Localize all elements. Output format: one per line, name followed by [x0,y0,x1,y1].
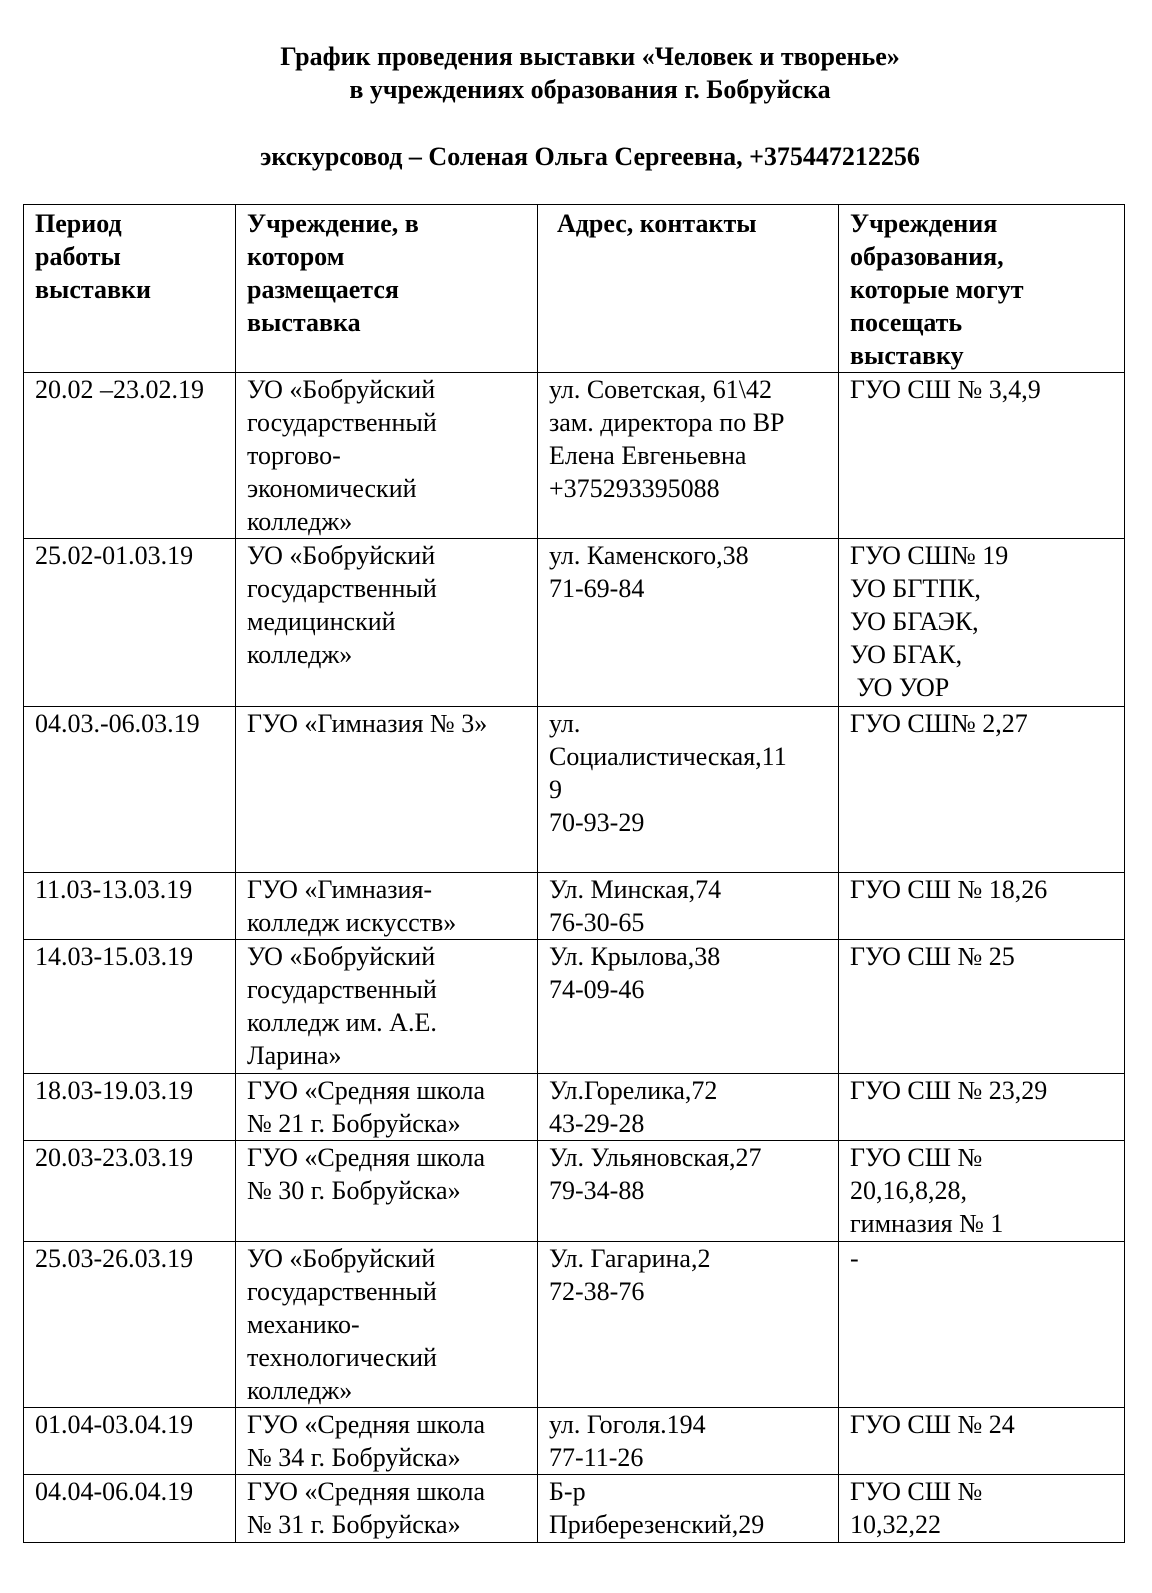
schools-cell [839,1475,1125,1543]
schools-cell [839,1408,1125,1475]
cell-text-line: 25.03-26.03.19 [35,1244,194,1273]
cell-text-line: ГУО «Средняя школа [247,1076,486,1105]
header-text-line: работы [35,242,121,271]
period-cell [24,1141,236,1242]
cell-text-line: УО БГАЭК, [850,607,979,636]
header-text-line: которые могут [850,275,1024,304]
period-cell [24,707,236,873]
cell-text-line: ГУО «Гимназия- [247,875,433,904]
address-cell [538,539,839,707]
cell-text-line: Ул. Гагарина,2 [549,1244,711,1273]
cell-text-line: Приберезенский,29 [549,1510,765,1539]
cell-text-line: ГУО СШ № [850,1477,983,1506]
header-text-line: размещается [247,275,399,304]
cell-text-line: ул. [549,709,581,738]
guide-contact-line: экскурсовод – Соленая Ольга Сергеевна, +375447212256 [260,142,920,171]
cell-text-line: УО БГАК, [850,640,963,669]
cell-text-line: 20.03-23.03.19 [35,1143,194,1172]
cell-text-line: 11.03-13.03.19 [35,875,193,904]
header-institution [236,205,538,373]
cell-text-line: ул. Каменского,38 [549,541,749,570]
header-text-line: выставки [35,275,151,304]
cell-text-line: государственный [247,975,437,1004]
header-period [24,205,236,373]
cell-text-line: колледж им. А.Е. [247,1008,437,1037]
cell-text-line: 20.02 –23.02.19 [35,375,204,404]
cell-text-line: - [850,1244,859,1273]
institution-cell [236,1242,538,1408]
cell-text-line: 79-34-88 [549,1176,645,1205]
institution-cell [236,1074,538,1141]
cell-text-line: УО УОР [850,673,950,702]
cell-text-line: ГУО СШ № 3,4,9 [850,375,1041,404]
cell-text-line: ГУО «Гимназия № 3» [247,709,488,738]
cell-text-line: ул. Гоголя.194 [549,1410,706,1439]
cell-text-line: ГУО СШ № 25 [850,942,1015,971]
cell-text-line: Елена Евгеньевна [549,441,747,470]
cell-text-line: 70-93-29 [549,808,645,837]
table-row [24,873,1125,940]
cell-text-line: ГУО «Средняя школа [247,1410,486,1439]
address-cell [538,1408,839,1475]
cell-text-line: Ул. Крылова,38 [549,942,721,971]
cell-text-line: 18.03-19.03.19 [35,1076,194,1105]
institution-cell [236,940,538,1074]
header-text-line: Учреждение, в [247,209,419,238]
table-row [24,707,1125,873]
cell-text-line: ГУО «Средняя школа [247,1477,486,1506]
schedule-table [23,204,1125,1543]
period-cell [24,539,236,707]
cell-text-line: Ул.Горелика,72 [549,1076,718,1105]
cell-text-line: Б-р [549,1477,586,1506]
cell-text-line: 72-38-76 [549,1277,645,1306]
institution-cell [236,539,538,707]
cell-text-line: ГУО СШ № 24 [850,1410,1015,1439]
table-row [24,1242,1125,1408]
cell-text-line: ГУО СШ№ 2,27 [850,709,1028,738]
header-text-line: Адрес, контакты [557,209,757,238]
cell-text-line: 43-29-28 [549,1109,645,1138]
table-row [24,1475,1125,1543]
cell-text-line: ул. Советская, 61\42 [549,375,773,404]
cell-text-line: колледж» [247,507,353,536]
cell-text-line: +375293395088 [549,474,720,503]
cell-text-line: 25.02-01.03.19 [35,541,194,570]
address-cell [538,940,839,1074]
cell-text-line: 14.03-15.03.19 [35,942,194,971]
address-cell [538,707,839,873]
cell-text-line: экономический [247,474,417,503]
institution-cell [236,1141,538,1242]
document-title-line-2: в учреждениях образования г. Бобруйска [349,75,831,104]
schools-cell [839,1074,1125,1141]
header-row [24,205,1125,373]
period-cell [24,1475,236,1543]
cell-text-line: Ларина» [247,1041,342,1070]
schedule-table-header [24,205,1125,373]
cell-text-line: ГУО СШ № [850,1143,983,1172]
cell-text-line: торгово- [247,441,341,470]
period-cell [24,373,236,539]
schools-cell [839,940,1125,1074]
table-row [24,373,1125,539]
cell-text-line: № 30 г. Бобруйска» [247,1176,461,1205]
cell-text-line: № 31 г. Бобруйска» [247,1510,461,1539]
schools-cell [839,1141,1125,1242]
cell-text-line: 01.04-03.04.19 [35,1410,194,1439]
institution-cell [236,707,538,873]
cell-text-line: медицинский [247,607,396,636]
address-cell [538,1242,839,1408]
cell-text-line: Социалистическая,11 [549,742,787,771]
schedule-table-body [24,373,1125,1543]
header-text-line: посещать [850,308,963,337]
cell-text-line: государственный [247,1277,437,1306]
period-cell [24,1408,236,1475]
cell-text-line: 9 [549,775,562,804]
cell-text-line: зам. директора по ВР [549,408,785,437]
institution-cell [236,1475,538,1543]
address-cell [538,873,839,940]
cell-text-line: ГУО СШ № 18,26 [850,875,1048,904]
header-text-line: Период [35,209,122,238]
cell-text-line: государственный [247,408,437,437]
cell-text-line: Ул. Минская,74 [549,875,722,904]
period-cell [24,940,236,1074]
table-row [24,1074,1125,1141]
header-address [538,205,839,373]
cell-text-line: УО «Бобруйский [247,942,436,971]
cell-text-line: ГУО «Средняя школа [247,1143,486,1172]
header-schools [839,205,1125,373]
institution-cell [236,373,538,539]
schools-cell [839,873,1125,940]
table-row [24,539,1125,707]
cell-text-line: ГУО СШ№ 19 [850,541,1009,570]
schools-cell [839,373,1125,539]
cell-text-line: колледж» [247,1376,353,1405]
period-cell [24,873,236,940]
schools-cell [839,707,1125,873]
cell-text-line: Ул. Ульяновская,27 [549,1143,762,1172]
table-row [24,1408,1125,1475]
cell-text-line: колледж искусств» [247,908,457,937]
cell-text-line: УО «Бобруйский [247,541,436,570]
institution-cell [236,873,538,940]
address-cell [538,1074,839,1141]
document-title-line-1: График проведения выставки «Человек и творенье» [280,42,900,71]
cell-text-line: 71-69-84 [549,574,645,603]
period-cell [24,1074,236,1141]
cell-text-line: 76-30-65 [549,908,645,937]
cell-text-line: № 21 г. Бобруйска» [247,1109,461,1138]
address-cell [538,1141,839,1242]
header-text-line: Учреждения [850,209,998,238]
cell-text-line: государственный [247,574,437,603]
schools-cell [839,1242,1125,1408]
cell-text-line: УО БГТПК, [850,574,981,603]
header-text-line: выставка [247,308,361,337]
address-cell [538,373,839,539]
cell-text-line: УО «Бобруйский [247,1244,436,1273]
cell-text-line: технологический [247,1343,437,1372]
cell-text-line: 04.03.-06.03.19 [35,709,200,738]
header-text-line: выставку [850,341,964,370]
cell-text-line: УО «Бобруйский [247,375,436,404]
cell-text-line: ГУО СШ № 23,29 [850,1076,1048,1105]
cell-text-line: № 34 г. Бобруйска» [247,1443,461,1472]
cell-text-line: механико- [247,1310,360,1339]
cell-text-line: 20,16,8,28, [850,1176,967,1205]
schools-cell [839,539,1125,707]
cell-text-line: 74-09-46 [549,975,645,1004]
period-cell [24,1242,236,1408]
header-text-line: котором [247,242,345,271]
cell-text-line: 04.04-06.04.19 [35,1477,194,1506]
cell-text-line: 77-11-26 [549,1443,644,1472]
address-cell [538,1475,839,1543]
cell-text-line: гимназия № 1 [850,1209,1004,1238]
table-row [24,1141,1125,1242]
cell-text-line: колледж» [247,640,353,669]
table-row [24,940,1125,1074]
cell-text-line: 10,32,22 [850,1510,941,1539]
institution-cell [236,1408,538,1475]
header-text-line: образования, [850,242,1004,271]
